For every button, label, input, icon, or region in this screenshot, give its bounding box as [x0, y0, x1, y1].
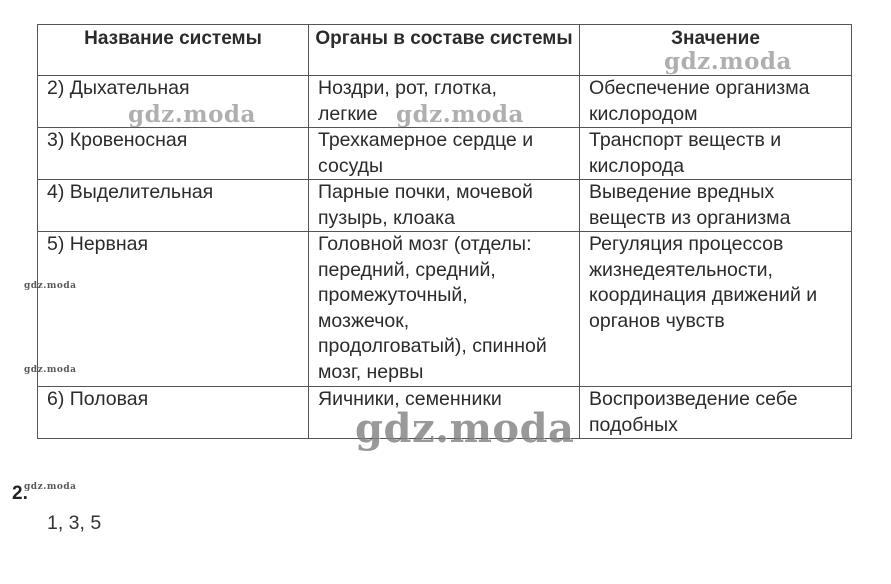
table-header-row	[38, 25, 852, 76]
watermark-side-1: gdz.moda	[24, 281, 77, 291]
cell-meaning: Транспорт веществ и кислорода	[580, 128, 852, 180]
cell-system-name: 3) Кровеносная	[38, 128, 309, 180]
cell-system-name: 4) Выделительная	[38, 180, 309, 232]
table-row	[38, 128, 852, 180]
watermark-side-2: gdz.moda	[24, 365, 77, 375]
cell-meaning: Воспроизведение себе подобных	[580, 387, 852, 439]
table-row	[38, 180, 852, 232]
header-organs: Органы в составе системы	[309, 25, 580, 76]
watermark-big: gdz.moda	[355, 405, 575, 452]
cell-system-name: 5) Нервная	[38, 232, 309, 387]
cell-meaning: Регуляция процессов жизнедеятельности, координация движений и органов чувств	[580, 232, 852, 387]
task-number: 2.	[12, 483, 28, 504]
cell-meaning: Выведение вредных веществ из организма	[580, 180, 852, 232]
watermark-header: gdz.moda	[664, 48, 792, 75]
cell-organs: Головной мозг (отделы: передний, средний, промежуточный, мозжечок, продолговатый), спинной мозг, нервы	[309, 232, 580, 387]
cell-system-name: 2) Дыхательная	[38, 76, 309, 128]
cell-organs: Парные почки, мочевой пузырь, клоака	[309, 180, 580, 232]
watermark-task: gdz.moda	[24, 482, 77, 492]
watermark-row-mid: gdz.moda	[396, 101, 524, 128]
header-system-name: Название системы	[38, 25, 309, 76]
cell-organs: Трехкамерное сердце и сосуды	[309, 128, 580, 180]
cell-organs: Яичники, семенники	[309, 387, 580, 439]
table-row	[38, 76, 852, 128]
watermark-row-left: gdz.moda	[128, 101, 256, 128]
cell-organs: Ноздри, рот, глотка, легкие	[309, 76, 580, 128]
task-answer: 1, 3, 5	[47, 512, 102, 534]
header-meaning: Значение	[580, 25, 852, 76]
cell-system-name: 6) Половая	[38, 387, 309, 439]
cell-meaning: Обеспечение организма кислородом	[580, 76, 852, 128]
systems-table	[37, 24, 852, 439]
table-row	[38, 232, 852, 387]
table-row	[38, 387, 852, 439]
